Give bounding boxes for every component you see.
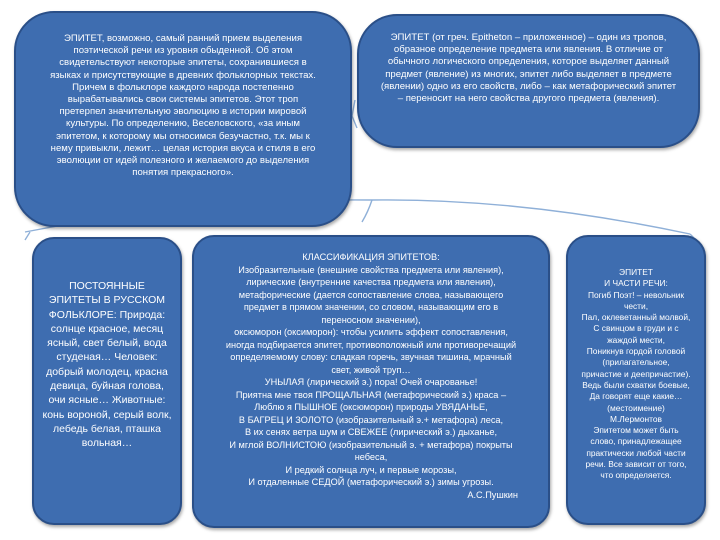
parts-of-speech-title: ЭПИТЕТ: [619, 267, 653, 277]
epithet-definition-text: ЭПИТЕТ (от греч. Epitheton – приложенное) – один из тропов, образное определение предмета или явления. В отличие от обычного логического определения, которое выделяет данный предмет (явление) из многих, эпитет либо выделяет в предмете (явлении) одно из его свойств, либо – как метафорический эпитет – переносит на него свойства другого предмета (явления).: [380, 32, 677, 105]
classification-line: оксюморон (оксиморон): чтобы усилить эффект сопоставления,: [234, 327, 508, 337]
connector-branch-left-tip: [25, 232, 30, 240]
classification-line: предмет в прямом значении, со словом, называющим его в: [243, 302, 499, 312]
parts-of-speech-line: Погиб Поэт! – невольник: [587, 289, 685, 300]
classification-line: Изобразительные (внешние свойства предмета или явления),: [238, 264, 504, 275]
parts-of-speech-line: слово, принадлежащее: [590, 436, 682, 447]
classification-line: лирические (внутренние качества предмета или явления),: [246, 277, 496, 287]
epithet-classification-box: [192, 235, 550, 528]
epithet-history-box: [14, 11, 352, 227]
parts-of-speech-line: чести,: [623, 300, 649, 311]
classification-line: иногда подбирается эпитет, противоположный или противоречащий: [225, 339, 517, 350]
epithet-definition-box: [357, 14, 700, 148]
epithet-parts-of-speech-box: [566, 235, 706, 525]
folklore-epithets-text: ПОСТОЯННЫЕ ЭПИТЕТЫ В РУССКОМ ФОЛЬКЛОРЕ: Природа: солнце красное, месяц ясный, свет белый, вода студеная… Человек: добрый молодец, красна девица, буйная голова, очи ясные… Животные: конь вороной, серый волк, лебедь белая, пташка вольная…: [42, 280, 172, 450]
parts-of-speech-line: что определяется.: [600, 470, 672, 481]
poem-line: УНЫЛАЯ (лирический э.) пора! Очей очарованье!: [264, 377, 478, 387]
connector-branch-mid-tip: [362, 200, 372, 222]
parts-of-speech-line: Поникнув гордой головой: [586, 346, 686, 357]
parts-of-speech-author: М.Лермонтов: [609, 413, 662, 424]
parts-of-speech-line: Пал, оклеветанный молвой,: [581, 312, 691, 323]
classification-title: КЛАССИФИКАЦИЯ ЭПИТЕТОВ:: [302, 252, 440, 262]
parts-of-speech-line: речи. Все зависит от того,: [585, 459, 687, 470]
poem-line: небеса,: [354, 452, 388, 462]
parts-of-speech-line: (местоимение): [607, 402, 665, 413]
parts-of-speech-line: Эпитетом может быть: [593, 425, 679, 436]
parts-of-speech-line: Да говорят еще какие…: [589, 391, 683, 402]
parts-of-speech-line: Ведь были схватки боевые,: [582, 379, 690, 390]
folklore-epithets-box: [32, 237, 182, 525]
parts-of-speech-line: жаждой мести,: [607, 334, 665, 345]
parts-of-speech-line: С свинцом в груди и с: [593, 323, 679, 334]
poem-line: В их сенях ветра шум и СВЕЖЕЕ (лирический э.) дыханье,: [244, 427, 498, 437]
poem-line: Люблю я ПЫШНОЕ (оксюморон) природы УВЯДАНЬЕ,: [254, 402, 488, 412]
parts-of-speech-title: И ЧАСТИ РЕЧИ:: [604, 278, 668, 289]
classification-line: свет, живой труп…: [331, 364, 411, 375]
poem-line: В БАГРЕЦ И ЗОЛОТО (изобразительный э.+ метафора) леса,: [238, 414, 504, 425]
parts-of-speech-line: причастие и деепричастие).: [581, 368, 691, 379]
poem-line: И отдаленные СЕДОЙ (метафорический э.) зимы угрозы.: [248, 477, 494, 487]
poem-line: И редкий солнца луч, и первые морозы,: [285, 464, 457, 475]
poem-line: Приятна мне твоя ПРОЩАЛЬНАЯ (метафорический э.) краса –: [235, 389, 507, 400]
parts-of-speech-line: практически любой части: [586, 447, 686, 458]
classification-line: переносном значении),: [321, 314, 421, 325]
parts-of-speech-line: (прилагательное,: [602, 357, 670, 368]
classification-line: определяемому слову: сладкая горечь, звучная тишина, мрачный: [230, 352, 512, 362]
epithet-history-text: ЭПИТЕТ, возможно, самый ранний прием выделения поэтической речи из уровня обыденной. Об этом свидетельствуют некоторые эпитеты, сохранившиеся в языках и присутствующие в древних фольклорных текстах. Причем в фольклоре каждого народа постепенно вырабатывались свои системы эпитетов. Этот троп претерпел значительную эволюцию в истории мировой культуры. По определению, Веселовского, «за иным эпитетом, к которому мы относимся безучастно, т.к. мы к нему привыкли, лежит… целая история вкуса и стиля в его эволюции от идей полезного и желаемого до выделения понятия прекрасного».: [50, 33, 316, 179]
poem-author: А.С.Пушкин: [467, 489, 518, 500]
classification-line: метафорические (дается сопоставление слова, называющего: [238, 289, 504, 300]
poem-line: И мглой ВОЛНИСТОЮ (изобразительный э. + метафора) покрыты: [229, 439, 513, 450]
